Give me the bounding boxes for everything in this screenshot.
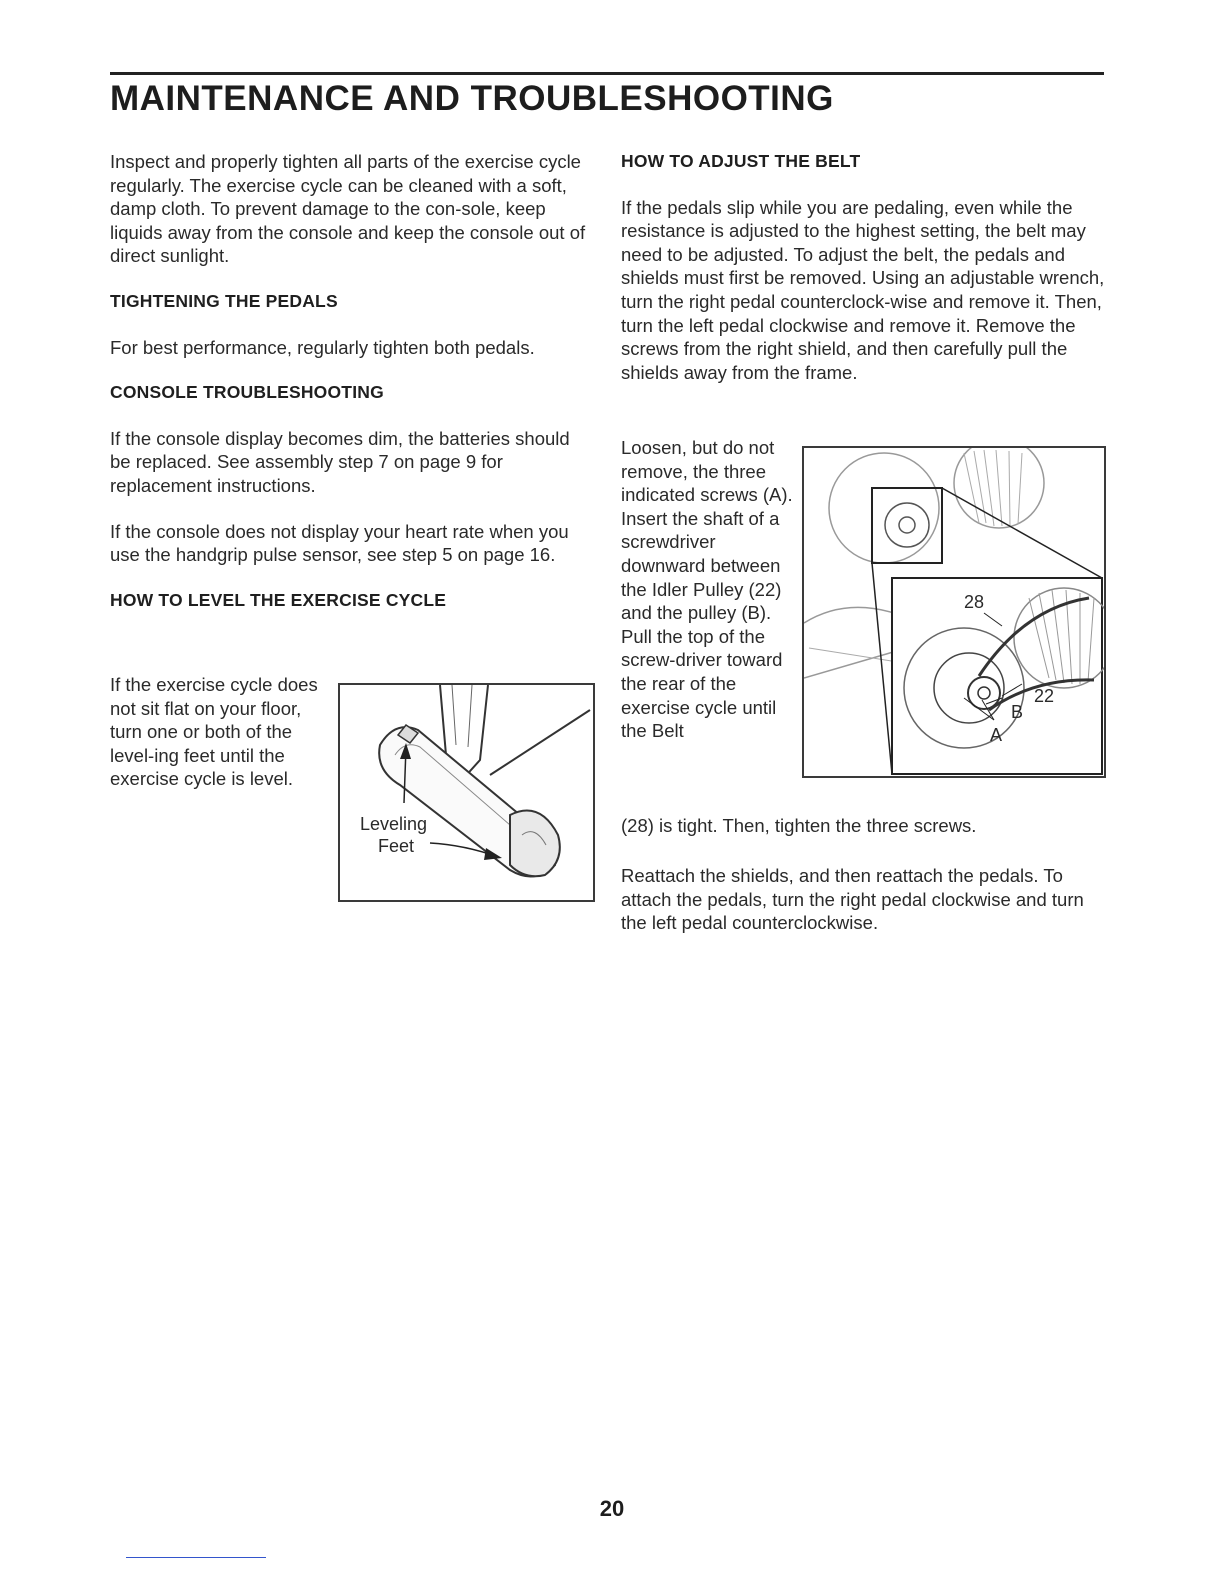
level-heading: HOW TO LEVEL THE EXERCISE CYCLE [110,589,447,610]
leveling-feet-illustration [340,685,593,900]
console-heading: CONSOLE TROUBLESHOOTING [110,382,384,403]
title-rule [110,72,1104,75]
belt-adjust-illustration [804,448,1104,776]
callout-28: 28 [964,592,985,612]
right-column [621,150,1106,384]
callout-a: A [990,725,1003,745]
page-title: MAINTENANCE AND TROUBLESHOOTING [110,79,834,118]
left-column [110,150,595,612]
callout-b: B [1011,702,1024,722]
leveling-feet-figure [338,683,595,902]
belt-paragraph-1: If the pedals slip while you are pedaling, even while the resistance is adjusted to the highest setting, the belt may need to be adjusted. To adjust the belt, the pedals and shields must first be removed. Using an adjustable wrench, turn the right pedal counterclock-wise and remove it. Then, turn the left pedal clockwise and remove it. Remove the screws from the right shield, and then carefully pull the shields away from the frame. [621,196,1105,383]
belt-adjust-figure [802,446,1106,778]
pedals-heading: TIGHTENING THE PEDALS [110,290,338,311]
level-paragraph: If the exercise cycle does not sit flat on your floor, turn one or both of the level-ing feet until the exercise cycle is level. [110,674,318,790]
belt-paragraph-3: Reattach the shields, and then reattach the pedals. To attach the pedals, turn the right pedal clockwise and turn the left pedal counterclockwise. [621,865,1084,934]
belt-heading: HOW TO ADJUST THE BELT [621,151,861,171]
console-paragraph-2: If the console does not display your heart rate when you use the handgrip pulse sensor, see step 5 on page 16. [110,520,569,566]
intro-paragraph: Inspect and properly tighten all parts of the exercise cycle regularly. The exercise cycle can be cleaned with a soft, damp cloth. To prevent damage to the con-sole, keep liquids away from the console and keep the console out of direct sunlight. [110,151,586,267]
footer-link-underline [126,1557,266,1558]
belt-paragraph-2: Loosen, but do not remove, the three indicated screws (A). Insert the shaft of a screwdriver downward between the Idler Pulley (22) and the pulley (B). Pull the top of the screw-driver toward the rear of the exercise cycle until the Belt [621,437,793,742]
leveling-label-line2: Feet [378,836,415,856]
belt-paragraph-2-tail: (28) is tight. Then, tighten the three screws. [621,815,977,836]
page-number: 20 [599,1496,625,1521]
callout-22: 22 [1034,686,1055,706]
leveling-label-line1: Leveling [360,814,428,834]
console-paragraph-1: If the console display becomes dim, the batteries should be replaced. See assembly step 7 on page 9 for replacement instructions. [110,427,570,496]
pedals-paragraph: For best performance, regularly tighten both pedals. [110,336,535,358]
